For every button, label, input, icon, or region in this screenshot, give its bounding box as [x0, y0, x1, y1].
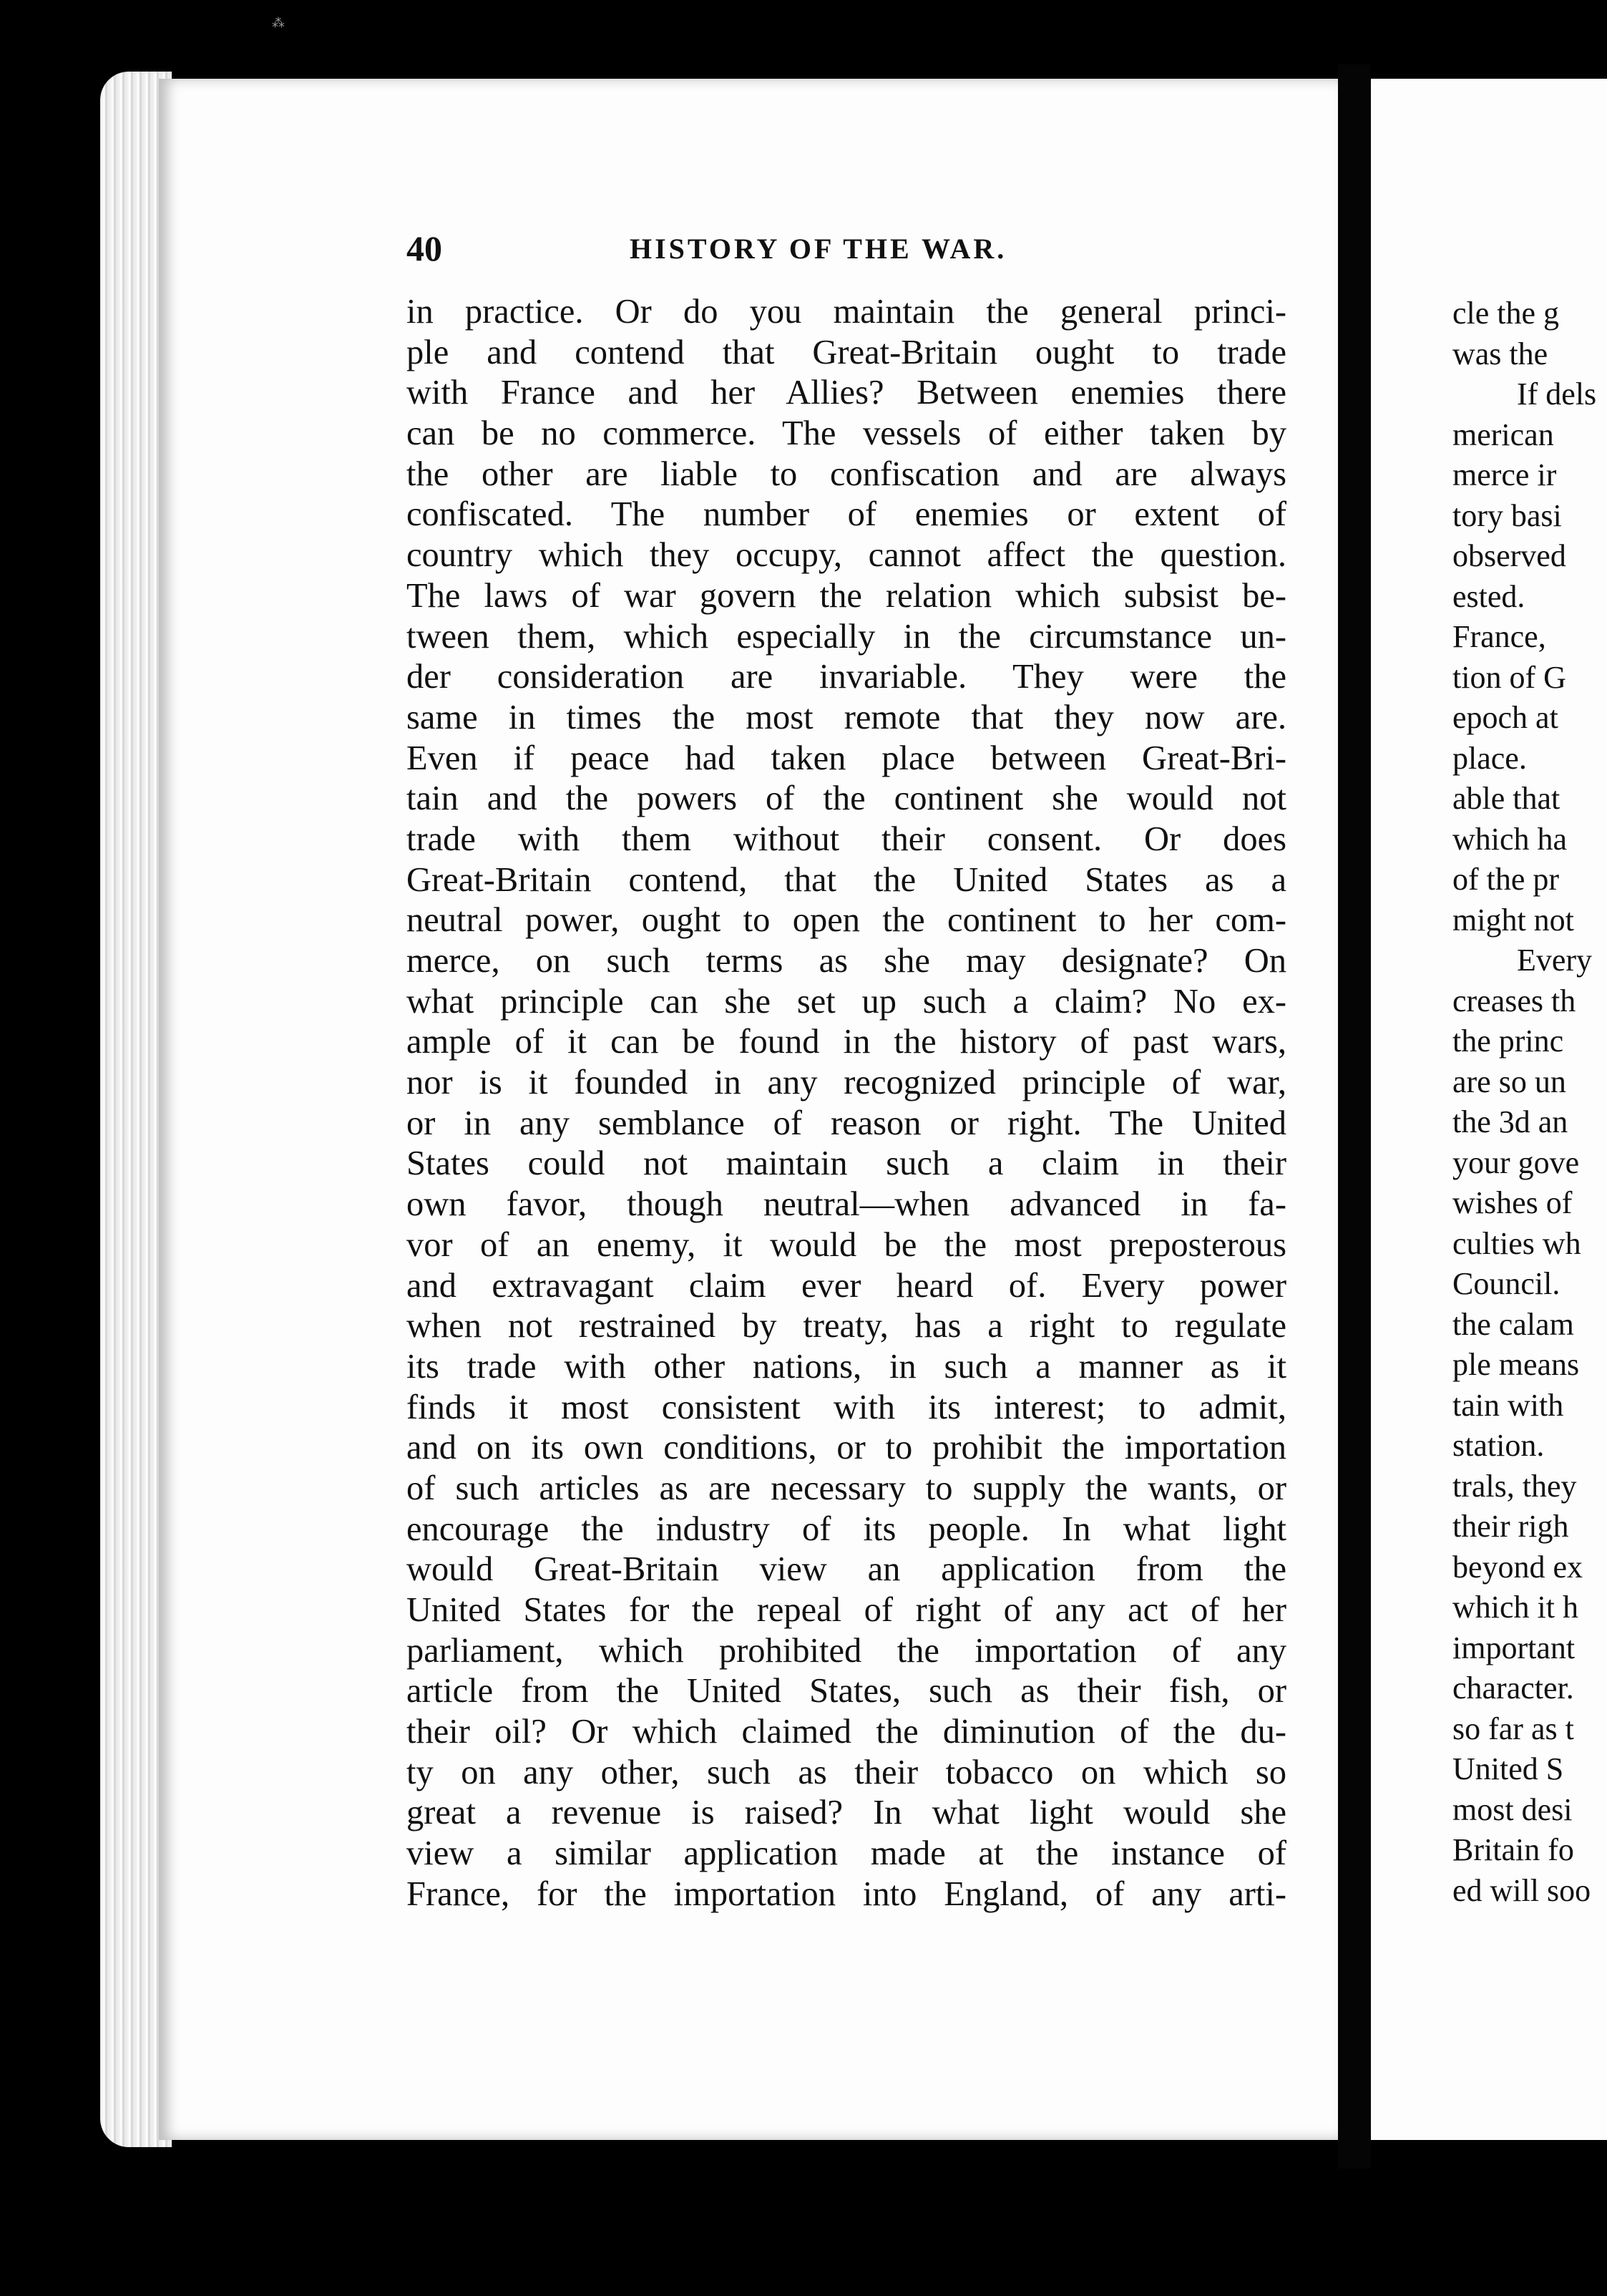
- text-line: tain and the powers of the continent she would not: [406, 779, 1286, 818]
- right-page-text-line: are so un: [1452, 1064, 1566, 1099]
- right-page-text-line: the princ: [1452, 1023, 1564, 1059]
- text-line: parliament, which prohibited the importation of any: [406, 1631, 1286, 1670]
- text-line: vor of an enemy, it would be the most preposterous: [406, 1225, 1286, 1264]
- text-line: in practice. Or do you maintain the general princi-: [406, 293, 1286, 331]
- text-line: their oil? Or which claimed the diminution of the du-: [406, 1713, 1286, 1751]
- text-line: France, for the importation into England, of any arti-: [406, 1874, 1286, 1913]
- right-page-text-line: which it h: [1452, 1590, 1578, 1625]
- left-page-body-text: [406, 292, 1286, 1915]
- text-line: the other are liable to confiscation and are always: [406, 454, 1286, 493]
- text-line: States could not maintain such a claim in their: [406, 1144, 1286, 1183]
- right-page-text-line: Britain fo: [1452, 1832, 1574, 1867]
- right-page-text-line: most desi: [1452, 1791, 1573, 1827]
- right-page-text-line: your gove: [1452, 1144, 1580, 1180]
- text-line: own favor, though neutral—when advanced in fa-: [406, 1185, 1286, 1224]
- text-line: or in any semblance of reason or right. The United: [406, 1104, 1286, 1142]
- right-page-text-line: the calam: [1452, 1306, 1574, 1342]
- text-line: der consideration are invariable. They were the: [406, 658, 1286, 696]
- running-head: [406, 228, 1286, 278]
- text-line: trade with them without their consent. Or does: [406, 819, 1286, 858]
- text-line: of such articles as are necessary to supply the wants, or: [406, 1469, 1286, 1507]
- right-page-text-line: observed: [1452, 538, 1566, 573]
- text-line: ple and contend that Great-Britain ought to trade: [406, 333, 1286, 371]
- right-page-text-line: ed will soo: [1452, 1872, 1591, 1908]
- text-line: nor is it founded in any recognized principle of war,: [406, 1064, 1286, 1102]
- text-line: neutral power, ought to open the continent to her com-: [406, 901, 1286, 940]
- right-page-text-line: their righ: [1452, 1509, 1569, 1544]
- text-line: tween them, which especially in the circumstance un-: [406, 617, 1286, 656]
- text-line: United States for the repeal of right of any act of her: [406, 1591, 1286, 1629]
- right-page-text-line: tain with: [1452, 1387, 1564, 1423]
- right-page-text-line: wishes of: [1452, 1185, 1573, 1220]
- right-page-text-line: ple means: [1452, 1347, 1580, 1382]
- text-line: great a revenue is raised? In what light would she: [406, 1794, 1286, 1832]
- right-page-text-line: able that: [1452, 781, 1560, 816]
- text-line: and extravagant claim ever heard of. Every power: [406, 1266, 1286, 1305]
- text-line: with France and her Allies? Between enemies there: [406, 374, 1286, 412]
- running-title: HISTORY OF THE WAR.: [630, 233, 1007, 265]
- text-line: can be no commerce. The vessels of either taken by: [406, 414, 1286, 453]
- right-page-text-line: tion of G: [1452, 659, 1566, 695]
- right-page-text-line: the 3d an: [1452, 1104, 1568, 1139]
- page-number: 40: [406, 228, 442, 268]
- right-page-text-line: ested.: [1452, 578, 1525, 614]
- text-line: Even if peace had taken place between Great-Bri-: [406, 739, 1286, 777]
- text-line: The laws of war govern the relation which subsist be-: [406, 576, 1286, 615]
- text-line: finds it most consistent with its interest; to admit,: [406, 1388, 1286, 1426]
- right-page-text-line: United S: [1452, 1751, 1564, 1786]
- text-line: what principle can she set up such a claim? No ex-: [406, 982, 1286, 1021]
- text-line: merce, on such terms as she may designate? On: [406, 942, 1286, 980]
- right-page-text-line: so far as t: [1452, 1711, 1574, 1746]
- right-page-text-line: important: [1452, 1630, 1576, 1665]
- text-line: ample of it can be found in the history of past wars,: [406, 1023, 1286, 1061]
- text-line: country which they occupy, cannot affect the question.: [406, 536, 1286, 575]
- right-page-text-line: Every: [1517, 943, 1593, 978]
- right-page-text-line: trals, they: [1452, 1468, 1577, 1504]
- right-page-text-line: culties wh: [1452, 1225, 1581, 1261]
- right-page-text-line: was the: [1452, 336, 1548, 371]
- right-page-body-text: [1452, 293, 1607, 1911]
- text-line: Great-Britain contend, that the United States as a: [406, 860, 1286, 899]
- right-page-text-line: character.: [1452, 1670, 1574, 1706]
- text-line: would Great-Britain view an application from the: [406, 1550, 1286, 1589]
- right-page-text-line: cle the g: [1452, 296, 1560, 331]
- text-line: encourage the industry of its people. In what light: [406, 1509, 1286, 1548]
- right-page-text-line: merce ir: [1452, 457, 1557, 492]
- text-line: article from the United States, such as their fish, or: [406, 1672, 1286, 1711]
- right-page-text-line: Council.: [1452, 1266, 1560, 1301]
- right-page-text-line: which ha: [1452, 821, 1568, 857]
- text-line: when not restrained by treaty, has a right to regulate: [406, 1307, 1286, 1346]
- scan-speck: ⁂: [272, 16, 285, 31]
- text-line: ty on any other, such as their tobacco on which so: [406, 1753, 1286, 1791]
- text-line: its trade with other nations, in such a manner as it: [406, 1347, 1286, 1386]
- book-gutter: [1338, 64, 1371, 2169]
- right-page-text-line: epoch at: [1452, 700, 1558, 735]
- right-page-text-line: of the pr: [1452, 862, 1560, 897]
- right-page-text-line: place.: [1452, 740, 1527, 776]
- right-page-text-line: France,: [1452, 619, 1546, 654]
- right-page-text-line: tory basi: [1452, 497, 1562, 533]
- text-line: and on its own conditions, or to prohibit the importation: [406, 1429, 1286, 1467]
- right-page-text-line: might not: [1452, 902, 1574, 938]
- right-page-text-line: station.: [1452, 1428, 1545, 1463]
- text-line: confiscated. The number of enemies or extent of: [406, 495, 1286, 534]
- right-page-text-line: merican: [1452, 417, 1554, 452]
- right-page-text-line: creases th: [1452, 983, 1576, 1018]
- text-line: same in times the most remote that they now are.: [406, 698, 1286, 736]
- right-page-text-line: If dels: [1517, 376, 1597, 412]
- text-line: view a similar application made at the instance of: [406, 1834, 1286, 1873]
- right-page-text-line: beyond ex: [1452, 1549, 1583, 1585]
